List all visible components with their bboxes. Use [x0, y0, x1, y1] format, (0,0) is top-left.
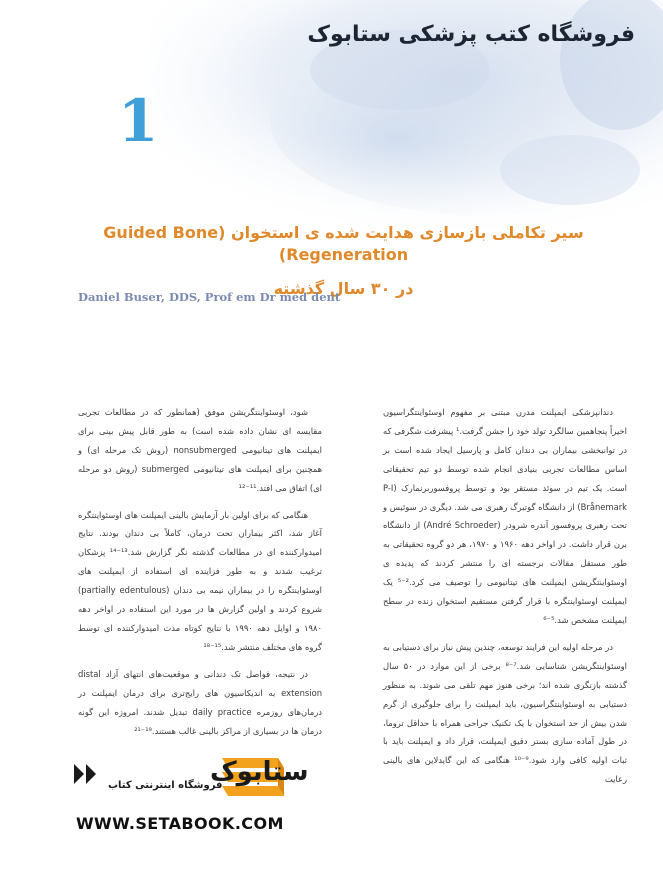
text-column-left [78, 403, 322, 748]
paragraph: در نتیجه، فواصل تک دندانی و موقعیت‌های انتهای آزاد distal extension به اندیکاسیون های رایج‌تری برای درمان ایمپلنت در درمان‌های روزمره daily practice تبدیل شدند. امروزه این گونه درمان ها در بسیاری از مراکز بالینی غالب هستند.¹⁹⁻²¹ [78, 668, 322, 736]
article-title-line1: سیر تکاملی بازسازی هدایت شده ی استخوان (Guided Bone Regeneration) [103, 223, 584, 264]
logo-caption: فروشگاه اینترنتی کتاب [108, 780, 223, 791]
article-title-line2: در ۳۰ سال گذشته [273, 279, 414, 298]
article-title [60, 222, 627, 300]
paragraph: دندانپزشکی ایمپلنت مدرن مبتنی بر مفهوم اوسئواینتگراسیون اخیراً پنجاهمین سالگرد تولد خود را جشن گرفت.¹ پیشرفت شگرفی که در توانبخشی بیماران بی دندان کامل و پارسیل ایجاد شده است بر اساس مطالعات تجربی بنیادی انجام شده توسط دو تیم تحقیقاتی است. یک تیم در سوئد مستقر بود و توسط پروفسوربرنمارک (P-I Brånemark) از دانشگاه گوتبرگ رهبری می شد. دیگری در سوئیس و تحت رهبری پروفسور آندره شرودر (André Schroeder) از دانشگاه برن قرار داشت. در اواخر دهه ۱۹۶۰ و ۱۹۷۰، هر دو گروه تحقیقاتی به طور مستقل مقالات برجسته ای را منتشر کردند که پدیده ی اوسئواینتگریشن ایمپلنت های تیتانیومی را توصیف می کرد.²⁻⁵ یک ایمپلنت اوسئواینتگره با قرار گرفتن مستقیم استخوان زنده در سطح ایمپلنت مشخص شد.⁵⁻⁶ [383, 407, 628, 625]
logo-text: ستابوک [210, 757, 309, 787]
paragraph: در مرحله اولیه این فرایند توسعه، چندین پیش نیاز برای دستیابی به اوسئواینتگریشن شناسایی شد.⁷⁻⁸ برخی از این موارد در ۵۰ سال گذشته بازنگری شده اند؛ برخی هنوز مهم تلقی می شوند. به منظور دستیابی به اوسئواینتگراسیون، باید ایمپلنت را برای جلوگیری از گرم شدن بیش از حد استخوان با یک تکنیک جراحی همراه با حداقل تروما، در طول آماده سازی بستر دقیق ایمپلنت، قرار داد و ایمپلنت باید با ثبات اولیه کافی وارد شود.⁹⁻¹⁰ هنگامی که این گایدلاین های بالینی رعایت [383, 641, 627, 785]
paragraph: هنگامی که برای اولین بار آزمایش بالینی ایمپلنت های اوسئواینتگره آغاز شد، اکثر بیماران تحت درمان، کاملاً بی دندان بودند. نتایج امیدوارکننده ای در مطالعات گذشته نگر گزارش شد.¹³⁻¹⁴ پزشکان ترغیب شدند و به طور فزاینده ای استفاده از ایمپلنت های اوسئواینتگره را در بیماران نیمه بی دندان (partially edentulous) شروع کردند و اولین گزارش ها در مورد این استفاده در اواخر دهه ۱۹۸۰ و اوایل دهه ۱۹۹۰ با نتایج کوتاه مدت امیدوارکننده ای توسط گروه های مختلف منتشر شد.¹⁵⁻¹⁸ [78, 509, 323, 652]
author-line: Daniel Buser, DDS, Prof em Dr med dent [78, 290, 341, 304]
paragraph: شود، اوسئواینتگریشن موفق (همانطور که در مطالعات تجربی مقایسه ای نشان داده شده است) به طور قابل پیش بینی برای ایمپلنت های تیتانیومی nonsubmerged (روش تک مرحله ای) و همچنین برای ایمپلنت های تیتانیومی submerged (روش دو مرحله ای) اتفاق می افتد.¹¹⁻¹² [78, 407, 323, 493]
chapter-number: 1 [118, 87, 159, 155]
store-title: فروشگاه کتب پزشکی ستابوک [307, 22, 635, 47]
website-url[interactable]: WWW.SETABOOK.COM [76, 814, 284, 833]
text-column-right [383, 403, 627, 797]
